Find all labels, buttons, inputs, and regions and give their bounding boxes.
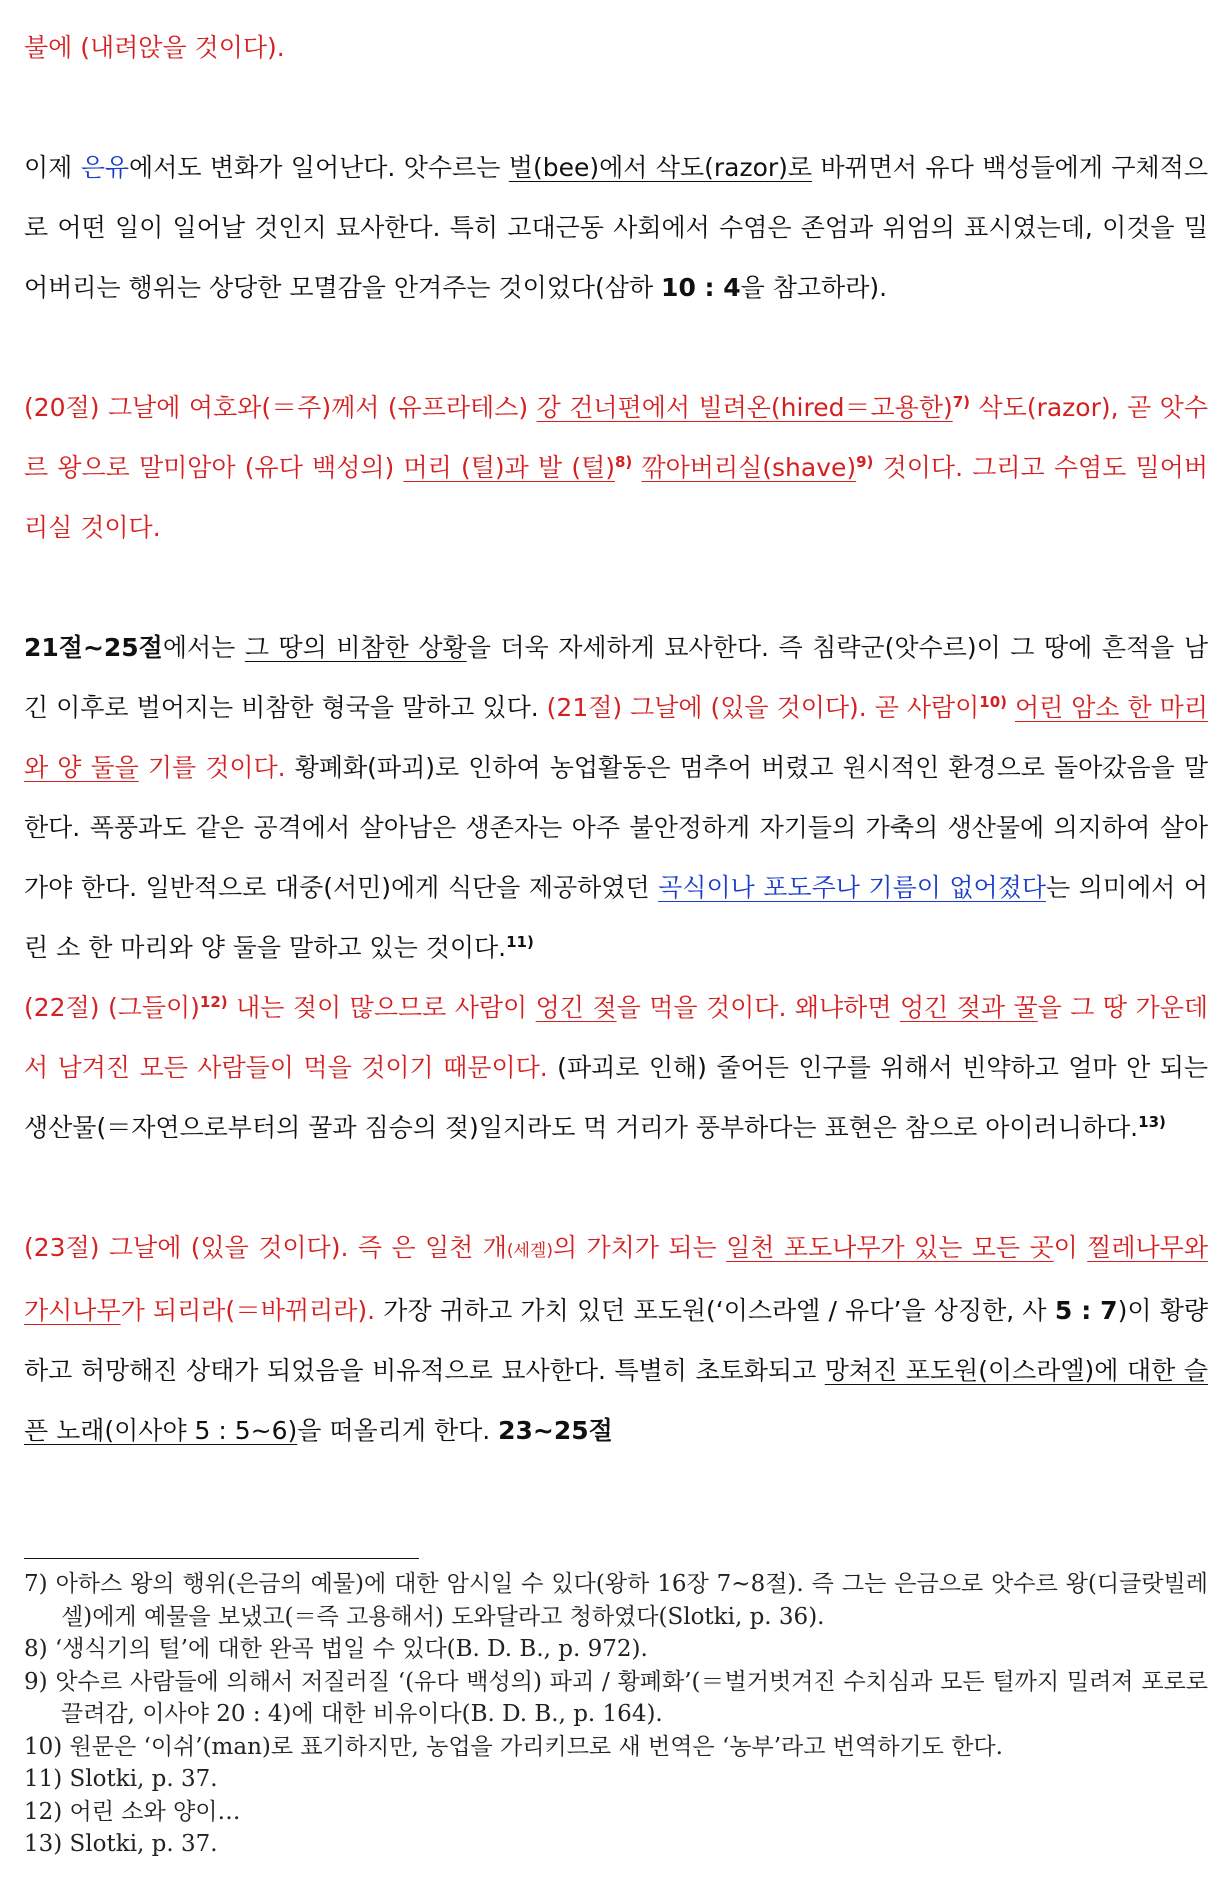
document-body [24, 18, 1208, 1461]
underlined-phrase: 곡식이나 포도주나 기름이 없어졌다 [658, 873, 1047, 902]
verse-23-text: (23절) 그날에 (있을 것이다). 즉 은 일천 개 [24, 1233, 507, 1262]
text-span: 는 의미에서 어린 소 한 마리와 양 둘을 말하고 있는 것이다. [24, 873, 1208, 962]
text-span: 의 가치가 되는 [552, 1233, 727, 1262]
text-span: 을 떠올리게 한다. [297, 1416, 499, 1445]
underlined-phrase: 엉긴 젖 [535, 993, 617, 1022]
footnote-7: 7) 아하스 왕의 행위(은금의 예물)에 대한 암시일 수 있다(왕하 16장 7~8절). 즉 그는 은금으로 앗수르 왕(디글랏빌레셀)에게 예물을 보냈고(＝즉 고용해서) 도와달라고 청하였다(Slotki, p. 36). [24, 1571, 1208, 1630]
footnote-8: 8) ‘생식기의 털’에 대한 완곡 법일 수 있다(B. D. B., p. 972). [24, 1636, 648, 1662]
text-span: 황폐화(파괴)로 인하여 농업활동은 멈추어 버렸고 원시적인 환경으로 돌아갔음을 말한다. 폭풍과도 같은 공격에서 살아남은 생존자는 아주 불안정하게 자기들의 가축의 생산물에 의지하여 살아가야 한다. 일반적으로 대중(서민)에게 식단을 제공하였던 [24, 753, 1208, 902]
text-span: 바뀌면서 유다 백성들에게 구체적으로 어떤 일이 일어날 것인지 묘사한다. 특히 고대근동 사회에서 수염은 존엄과 위엄의 표시였는데, 이것을 밀어버리는 행위는 상당한 모멸감을 안겨주는 것이었다(삼하 [24, 153, 1209, 302]
text-span: (20절) 그날에 여호와(＝주)께서 (유프라테스) [24, 393, 537, 422]
verse-21-text-end: 기를 것이다. [138, 753, 286, 782]
footnote-ref-9[interactable]: 9) [856, 453, 874, 471]
footnote-9: 9) 앗수르 사람들에 의해서 저질러질 ‘(유다 백성의) 파괴 / 황폐화’(＝벌거벗겨진 수치심과 모든 털까지 밀려져 포로로 끌려감, 이사야 20 : 4)에 대한 비유이다(B. D. B., p. 164). [24, 1668, 1208, 1727]
text-span: 삭도(razor), 곧 앗수르 왕으로 말미암아 (유다 백성의) [24, 393, 1208, 482]
verse-range: 21절~25절 [24, 633, 163, 662]
reference-number: 10 : 4 [661, 273, 741, 302]
underlined-phrase: 깎아버리실(shave) [641, 453, 857, 482]
text-span: 을 참고하라). [740, 273, 888, 302]
text-span: 가장 귀하고 가치 있던 포도원(‘이스라엘 / 유다’을 상징한, 사 [375, 1296, 1055, 1325]
footnote-12: 12) 어린 소와 양이… [24, 1798, 241, 1825]
verse-range: 23~25절 [498, 1416, 613, 1445]
text-span: 을 더욱 자세하게 묘사한다. 즉 침략군(앗수르)이 그 땅에 흔적을 남긴 이후로 벌어지는 비참한 형국을 말하고 있다. [24, 633, 1208, 722]
text-span: 이 [1053, 1233, 1088, 1262]
text-span: 에서는 [162, 633, 245, 662]
text-span: 을 먹을 것이다. 왜냐하면 [616, 993, 900, 1022]
underlined-phrase: 일천 포도나무가 있는 모든 곳 [726, 1233, 1054, 1262]
footnote-13: 13) Slotki, p. 37. [24, 1831, 218, 1857]
text-span: 가 되리라(＝바뀌리라). [120, 1296, 376, 1325]
footnote-ref-11[interactable]: 11) [506, 933, 534, 951]
underlined-phrase: 강 건너편에서 빌려온(hired＝고용한) [536, 393, 953, 422]
text-span: )이 황량하고 허망해진 상태가 되었음을 비유적으로 묘사한다. 특별히 초토화되고 [24, 1296, 1209, 1385]
underlined-phrase: 그 땅의 비참한 상황 [244, 633, 467, 662]
footnote-ref-10[interactable]: 10) [979, 693, 1008, 711]
footnote-ref-12[interactable]: 12) [199, 993, 228, 1011]
underlined-phrase: 머리 (털)과 발 (털) [403, 453, 615, 482]
underlined-phrase: 어린 암소 한 마리와 양 둘을 [24, 693, 1208, 782]
paragraph-verse-22 [24, 978, 1208, 1158]
verse-text-fragment: 불에 (내려앉을 것이다). [24, 33, 285, 62]
text-span: 것이다. 그리고 수염도 밀어버리실 것이다. [24, 453, 1208, 542]
footnote-10: 10) 원문은 ‘이쉬’(man)로 표기하지만, 농업을 가리키므로 새 번역은 ‘농부’라고 번역하기도 한다. [24, 1733, 1003, 1760]
metaphor-term: 은유 [80, 153, 130, 182]
underlined-phrase: 엉긴 젖과 꿀 [899, 993, 1038, 1022]
footnote-divider [24, 1558, 419, 1559]
underlined-phrase: 찔레나무와 가시나무 [24, 1233, 1208, 1325]
verse-20 [24, 378, 1208, 558]
text-span: 에서도 변화가 일어난다. 앗수르는 [129, 153, 509, 182]
footnote-ref-13[interactable]: 13) [1138, 1113, 1166, 1131]
paragraph-verses-21-25 [24, 618, 1208, 978]
verse-21-text: (21절) 그날에 (있을 것이다). 곧 사람이 [546, 693, 980, 722]
paragraph-metaphor [24, 138, 1208, 318]
underlined-phrase: 벌(bee)에서 삭도(razor)로 [508, 153, 813, 182]
reference-number: 5 : 7 [1054, 1296, 1118, 1325]
footnote-ref-8[interactable]: 8) [615, 453, 633, 471]
text-span [632, 453, 641, 482]
text-span: (파괴로 인해) 줄어든 인구를 위해서 빈약하고 얼마 안 되는 생산물(＝자연으로부터의 꿀과 짐승의 젖)일지라도 먹 거리가 풍부하다는 표현은 참으로 아이러니하다. [24, 1053, 1209, 1142]
text-span: 을 그 땅 가운데서 남겨진 모든 사람들이 먹을 것이기 때문이다. [24, 993, 1208, 1082]
paragraph-intro-fragment [24, 18, 1208, 78]
text-span: 이제 [24, 153, 81, 182]
footnote-11: 11) Slotki, p. 37. [24, 1766, 218, 1792]
footnote-ref-7[interactable]: 7) [952, 393, 971, 411]
unit-note: (세겔) [506, 1241, 553, 1261]
paragraph-verse-23 [24, 1218, 1208, 1461]
underlined-phrase: 망쳐진 포도원(이스라엘)에 대한 슬픈 노래(이사야 5 : 5~6) [24, 1356, 1208, 1445]
text-span: 내는 젖이 많으므로 사람이 [227, 993, 536, 1022]
verse-22-text: (22절) (그들이) [24, 993, 200, 1022]
footnotes [24, 1568, 1208, 1861]
text-span [1007, 693, 1015, 722]
